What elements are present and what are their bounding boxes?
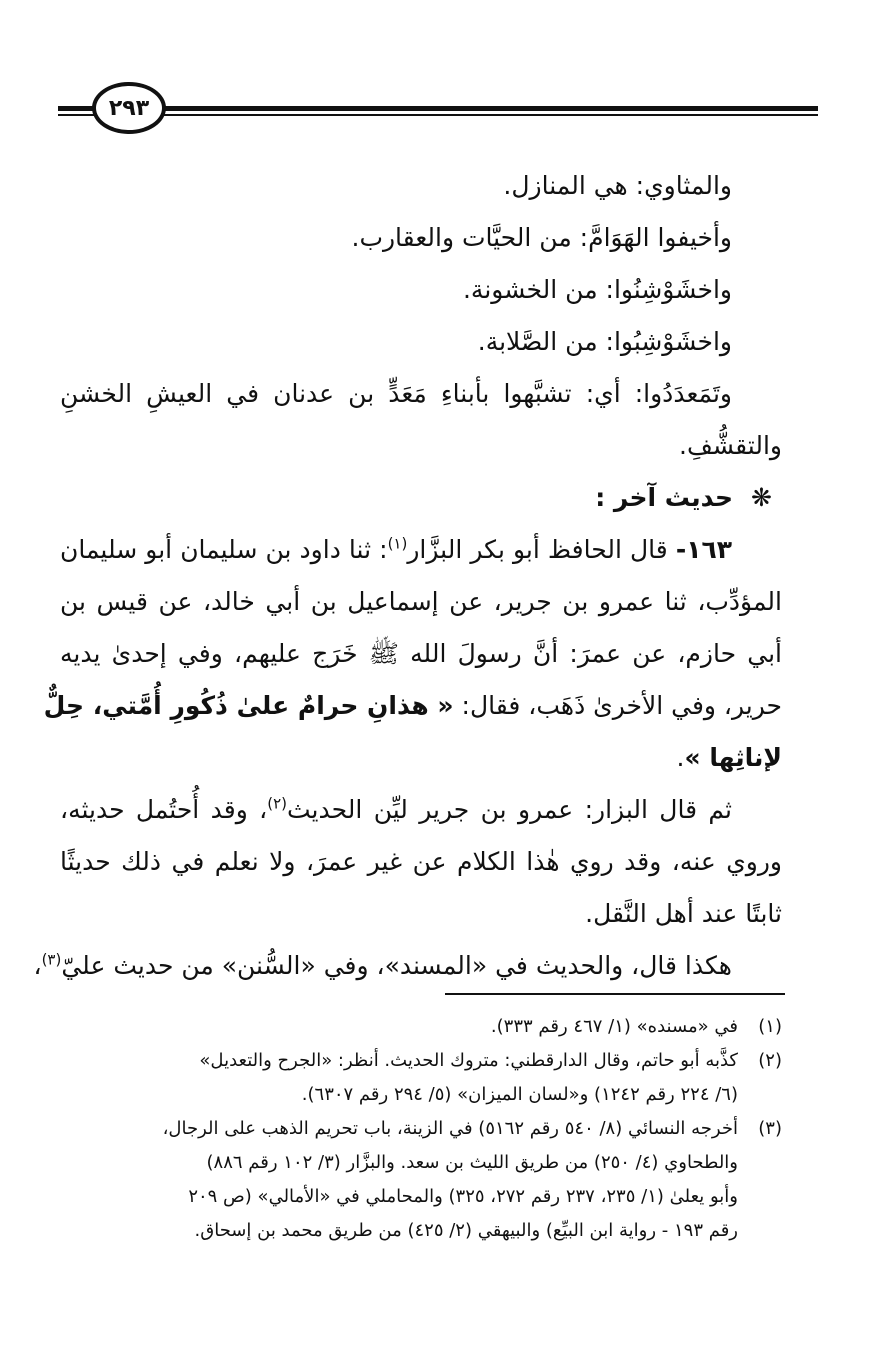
footnote bbox=[60, 1010, 782, 1044]
hadith-number: ١٦٣- bbox=[675, 535, 732, 564]
hadith-quote-end: لإناثِها » bbox=[684, 743, 782, 772]
text-line: أبي حازم، عن عمرَ: أنَّ رسولَ الله ﷺ خَرَج عليهم، وفي إحدىٰ يديه bbox=[60, 639, 782, 668]
heading-text: حديث آخر : bbox=[595, 483, 734, 512]
footnote-line: رقم ١٩٣ - رواية ابن البيِّع) والبيهقي (٢/ ٤٢٥) من طريق محمد بن إسحاق. bbox=[194, 1220, 738, 1241]
text-line: حرير، وفي الأخرىٰ ذَهَب، فقال: « هذانِ حرامٌ علىٰ ذُكُورِ أُمَّتي، حِلٌّ bbox=[43, 691, 782, 720]
header-rule-thick bbox=[58, 106, 818, 111]
text-line: ١٦٣- قال الحافظ أبو بكر البزَّار$^{(١)}$: ثنا داود بن سليمان أبو سليمان bbox=[60, 534, 732, 564]
footnote bbox=[60, 1044, 782, 1112]
text-line: المؤدِّب، ثنا عمرو بن جرير، عن إسماعيل بن أبي خالد، عن قيس بن bbox=[60, 587, 782, 616]
text-line: واخشَوْشِبُوا: من الصَّلابة. bbox=[477, 327, 732, 356]
footnote-line: والطحاوي (٤/ ٢٥٠) من طريق الليث بن سعد. والبزَّار (٣/ ١٠٢ رقم ٨٨٦) bbox=[206, 1152, 738, 1173]
footnote-number: (٣) bbox=[758, 1118, 782, 1139]
header-rule-thin bbox=[58, 114, 818, 116]
footnote-number: (٢) bbox=[758, 1050, 782, 1071]
main-text bbox=[33, 160, 782, 992]
asterism-icon: ❋ bbox=[751, 483, 772, 512]
text-line: وتَمَعدَدُوا: أي: تشبَّهوا بأبناءِ مَعَدٍّ بن عدنان في العيشِ الخشنِ bbox=[60, 379, 732, 408]
footnote-ref: (٢) bbox=[267, 794, 287, 813]
text-line: لإناثِها ». bbox=[676, 743, 782, 772]
page-number: ٢٩٣ bbox=[92, 82, 166, 134]
text-line: ثابتًا عند أهل النَّقل. bbox=[585, 899, 782, 928]
footnote bbox=[60, 1112, 782, 1248]
text-line: هكذا قال، والحديث في «المسند»، وفي «السُّنن» من حديث عليّ$^{(٣)}$، bbox=[33, 950, 732, 980]
footnote-line: كذَّبه أبو حاتم، وقال الدارقطني: متروك الحديث. أنظر: «الجرح والتعديل» bbox=[199, 1050, 738, 1071]
footnote-line: أخرجه النسائي (٨/ ٥٤٠ رقم ٥١٦٢) في الزينة، باب تحريم الذهب على الرجال، bbox=[162, 1118, 738, 1139]
footnote-line: وأبو يعلىٰ (١/ ٢٣٥، ٢٣٧ رقم ٢٧٢، ٣٢٥) والمحاملي في «الأمالي» (ص ٢٠٩ bbox=[188, 1186, 738, 1207]
footnote-line: (٦/ ٢٢٤ رقم ١٢٤٢) و«لسان الميزان» (٥/ ٢٩٤ رقم ٦٣٠٧). bbox=[301, 1084, 738, 1105]
text-line: والمثاوي: هي المنازل. bbox=[503, 171, 732, 200]
footnotes bbox=[60, 1010, 782, 1248]
footnote-ref: (٣) bbox=[41, 950, 62, 969]
footnote-number: (١) bbox=[758, 1016, 782, 1037]
text-line: وروي عنه، وقد روي هٰذا الكلام عن غير عمرَ، ولا نعلم في ذلك حديثًا bbox=[60, 847, 782, 876]
text-line: والتقشُّفِ. bbox=[679, 431, 782, 460]
section-heading bbox=[60, 472, 782, 524]
hadith-quote: « هذانِ حرامٌ علىٰ ذُكُورِ أُمَّتي، حِلٌّ bbox=[43, 691, 454, 720]
text-line: واخشَوْشِنُوا: من الخشونة. bbox=[462, 275, 732, 304]
footnote-separator bbox=[445, 993, 785, 995]
text-line: وأخيفوا الهَوَامَّ: من الحيَّات والعقارب. bbox=[351, 223, 732, 252]
footnote-ref: (١) bbox=[387, 534, 408, 553]
footnote-line: في «مسنده» (١/ ٤٦٧ رقم ٣٣٣). bbox=[490, 1016, 738, 1037]
text-line: ثم قال البزار: عمرو بن جرير ليِّن الحديث$^{(٢)}$، وقد أُحتُمل حديثه، bbox=[60, 794, 733, 824]
